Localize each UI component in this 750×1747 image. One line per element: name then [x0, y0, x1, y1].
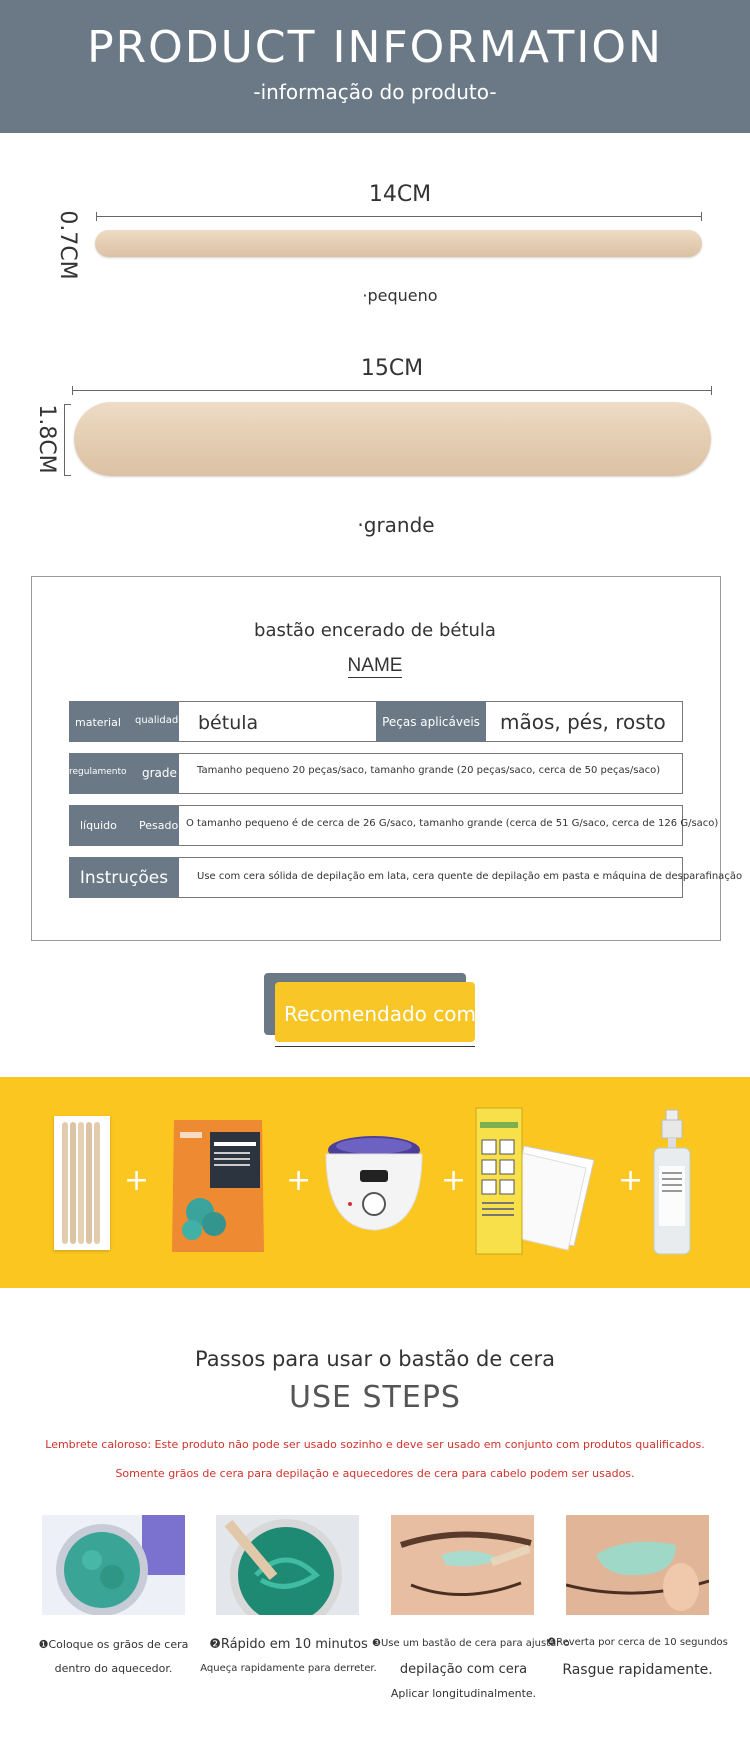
wax-heater-illustration — [318, 1132, 430, 1236]
wax-sticks-illustration — [54, 1116, 110, 1250]
small-wax-stick-image — [95, 230, 702, 257]
quality-label: qualidade — [135, 715, 185, 726]
step-1-line-1: ❶Coloque os grãos de cera — [38, 1638, 189, 1651]
step-2-line-1: ❷Rápido em 10 minutos — [209, 1637, 368, 1652]
step-1-line-2: dentro do aquecedor. — [54, 1662, 173, 1675]
spec-value: Tamanho pequeno 20 peças/saco, tamanho grande (20 peças/saco, cerca de 50 peças/saco) — [197, 765, 661, 776]
spec-label: regulamento — [69, 767, 127, 777]
recommend-underline — [275, 1046, 475, 1047]
step-2-line-2: Aqueça rapidamente para derreter. — [200, 1663, 377, 1674]
step-4-line-1: ❹Reverta por cerca de 10 segundos — [547, 1637, 728, 1648]
applying-wax-eyebrow-illustration — [391, 1515, 534, 1615]
wax-sticks-product-image — [54, 1116, 110, 1250]
net-label: líquido — [80, 819, 117, 832]
step-3-line-3: Aplicar longitudinalmente. — [390, 1687, 537, 1700]
weight-value: O tamanho pequeno é de cerca de 26 G/saco, tamanho grande (cerca de 51 G/saco, cerca de 126 G/saco) — [186, 818, 719, 829]
page-subtitle: -informação do produto- — [253, 80, 497, 104]
step-2-photo — [216, 1515, 359, 1615]
step-1-photo — [42, 1515, 185, 1615]
large-width-dimension-bracket — [64, 404, 71, 476]
plus-sign: + — [286, 1163, 312, 1198]
product-name: bastão encerado de bétula — [254, 620, 496, 641]
grade-label: grade — [142, 766, 177, 780]
large-size-label: ·grande — [357, 513, 435, 537]
step-3-line-1: ❸Use um bastão de cera para ajustar o — [372, 1638, 570, 1649]
step-3-line-2: depilação com cera — [399, 1662, 528, 1677]
instructions-label: Instruções — [79, 868, 169, 888]
steps-heading-en: USE STEPS — [289, 1380, 461, 1415]
small-width-label: 0.7CM — [55, 210, 80, 280]
step-4-line-2: Rasgue rapidamente. — [562, 1662, 713, 1678]
wax-strips-product-image — [474, 1106, 604, 1256]
weight-label: Pesado — [139, 819, 179, 832]
step-3-photo — [391, 1515, 534, 1615]
wax-strips-illustration — [474, 1106, 604, 1256]
steps-heading: Passos para usar o bastão de cera — [195, 1347, 555, 1371]
dimension-tick — [711, 386, 712, 395]
wax-beans-in-heater-illustration — [42, 1515, 185, 1615]
material-value: bétula — [198, 712, 259, 734]
page-title: PRODUCT INFORMATION — [87, 22, 663, 73]
spray-bottle-illustration — [650, 1108, 694, 1256]
warning-text-2: Somente grãos de cera para depilação e aquecedores de cera para cabelo podem ser usados. — [115, 1467, 635, 1480]
applicable-parts-value: mãos, pés, rosto — [500, 710, 666, 734]
dimension-tick — [701, 212, 702, 221]
small-size-label: ·pequeno — [362, 286, 438, 305]
small-length-dimension-line — [96, 216, 702, 217]
recommend-label: Recomendado com — [284, 1002, 476, 1026]
removing-wax-illustration — [566, 1515, 709, 1615]
large-length-dimension-line — [72, 390, 712, 391]
wax-beans-product-image — [170, 1112, 266, 1256]
large-wax-stick-image — [74, 402, 711, 476]
dimension-tick — [72, 386, 73, 395]
large-length-label: 15CM — [360, 356, 424, 381]
small-length-label: 14CM — [368, 182, 432, 207]
plus-sign: + — [441, 1163, 467, 1198]
step-4-photo — [566, 1515, 709, 1615]
melted-wax-illustration — [216, 1515, 359, 1615]
spray-bottle-product-image — [650, 1108, 694, 1256]
dimension-tick — [96, 212, 97, 221]
name-heading-text: NAME — [347, 655, 403, 676]
name-heading — [0, 655, 750, 677]
wax-beans-bag-illustration — [170, 1112, 266, 1256]
applicable-parts-label: Peças aplicáveis — [382, 715, 480, 729]
large-width-label: 1.8CM — [34, 404, 59, 474]
plus-sign: + — [124, 1163, 150, 1198]
warning-text-1: Lembrete caloroso: Este produto não pode ser usado sozinho e deve ser usado em conjunto com produtos qualificados. — [45, 1438, 705, 1451]
material-label: material — [75, 716, 121, 729]
wax-heater-product-image — [318, 1132, 430, 1236]
instructions-value: Use com cera sólida de depilação em lata, cera quente de depilação em pasta e máquina de desparafinação — [197, 871, 743, 882]
plus-sign: + — [618, 1163, 644, 1198]
